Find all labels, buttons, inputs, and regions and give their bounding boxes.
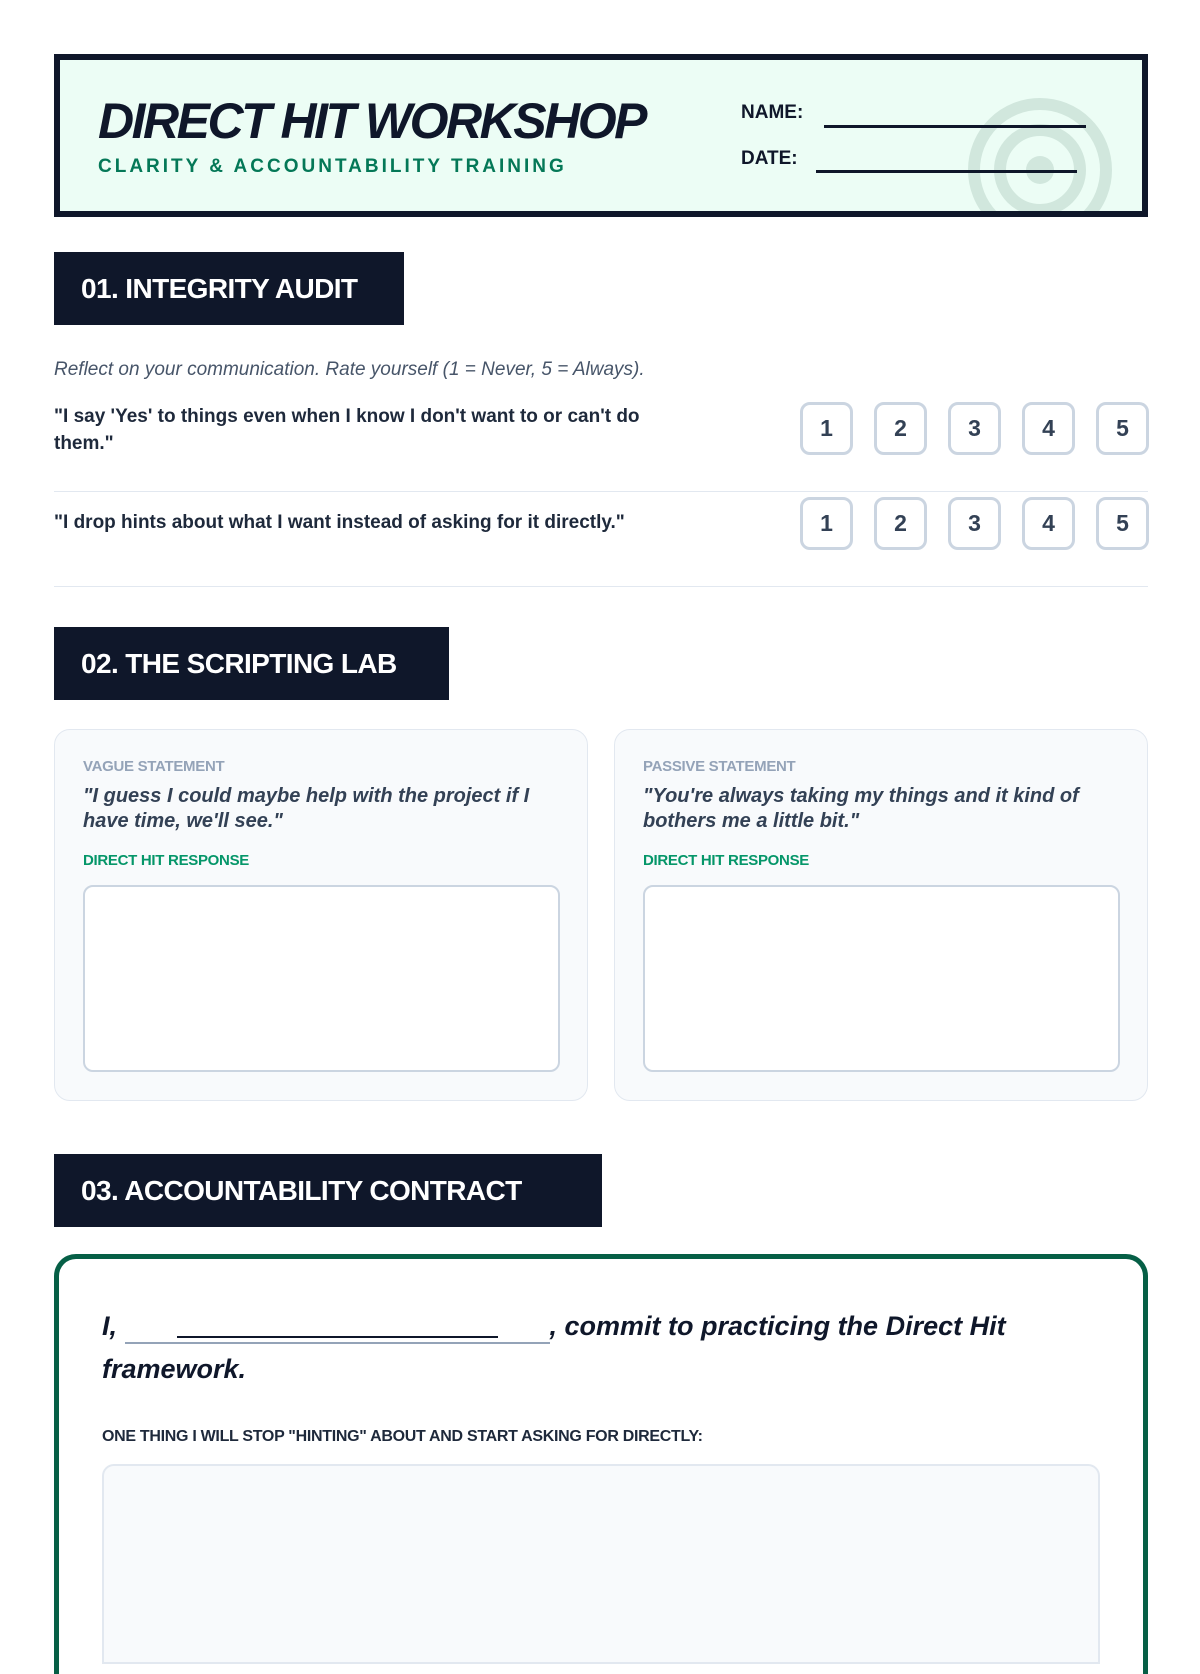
name-field[interactable] bbox=[824, 125, 1086, 128]
date-label: DATE: bbox=[741, 148, 798, 169]
rating-option-5[interactable]: 5 bbox=[1096, 497, 1149, 550]
response-label: DIRECT HIT RESPONSE bbox=[83, 852, 249, 869]
pledge-emphasis: Direct Hit bbox=[885, 1311, 1006, 1341]
response-label: DIRECT HIT RESPONSE bbox=[643, 852, 809, 869]
rating-option-4[interactable]: 4 bbox=[1022, 402, 1075, 455]
rating-option-3[interactable]: 3 bbox=[948, 402, 1001, 455]
section-heading-accountability-contract: 03. ACCOUNTABILITY CONTRACT bbox=[54, 1154, 602, 1227]
section-heading-integrity-audit: 01. INTEGRITY AUDIT bbox=[54, 252, 404, 325]
scripting-card-passive bbox=[614, 729, 1148, 1101]
commitment-label: ONE THING I WILL STOP "HINTING" ABOUT AND START ASKING FOR DIRECTLY: bbox=[102, 1428, 703, 1445]
target-icon bbox=[960, 90, 1120, 217]
name-label: NAME: bbox=[741, 102, 804, 123]
pledge-statement bbox=[102, 1305, 1062, 1391]
pledge-suffix: framework. bbox=[102, 1354, 247, 1384]
page-title: DIRECT HIT WORKSHOP bbox=[98, 93, 645, 149]
pledge-prefix: I, bbox=[102, 1311, 118, 1341]
rating-scale bbox=[800, 497, 1149, 550]
date-field[interactable] bbox=[816, 170, 1077, 173]
card-quote: "You're always taking my things and it kind of bothers me a little bit." bbox=[643, 785, 1079, 832]
card-quote: "I guess I could maybe help with the project if I have time, we'll see." bbox=[83, 785, 530, 832]
contract-box bbox=[54, 1254, 1148, 1674]
card-label: VAGUE STATEMENT bbox=[83, 758, 225, 775]
rating-scale bbox=[800, 402, 1149, 455]
audit-statement: "I drop hints about what I want instead of asking for it directly." bbox=[54, 512, 625, 533]
rating-option-3[interactable]: 3 bbox=[948, 497, 1001, 550]
rating-option-2[interactable]: 2 bbox=[874, 497, 927, 550]
rating-option-5[interactable]: 5 bbox=[1096, 402, 1149, 455]
rating-option-4[interactable]: 4 bbox=[1022, 497, 1075, 550]
worksheet-header bbox=[54, 54, 1148, 217]
section-heading-scripting-lab: 02. THE SCRIPTING LAB bbox=[54, 627, 449, 700]
audit-item bbox=[54, 491, 1148, 587]
rating-option-2[interactable]: 2 bbox=[874, 402, 927, 455]
page-subtitle: CLARITY & ACCOUNTABILITY TRAINING bbox=[98, 156, 567, 177]
rating-option-1[interactable]: 1 bbox=[800, 402, 853, 455]
pledge-middle: , commit to practicing the bbox=[549, 1311, 879, 1341]
audit-statement: "I say 'Yes' to things even when I know I don't want to or can't do them." bbox=[54, 406, 640, 454]
response-input[interactable] bbox=[643, 885, 1120, 1072]
worksheet-page bbox=[54, 54, 1148, 1445]
rating-option-1[interactable]: 1 bbox=[800, 497, 853, 550]
response-input[interactable] bbox=[83, 885, 560, 1072]
pledge-name-field[interactable] bbox=[125, 1312, 550, 1344]
commitment-input[interactable] bbox=[102, 1464, 1100, 1664]
audit-instructions: Reflect on your communication. Rate yourself (1 = Never, 5 = Always). bbox=[54, 359, 645, 380]
audit-item bbox=[54, 396, 1148, 492]
scripting-card-vague bbox=[54, 729, 588, 1101]
card-label: PASSIVE STATEMENT bbox=[643, 758, 796, 775]
